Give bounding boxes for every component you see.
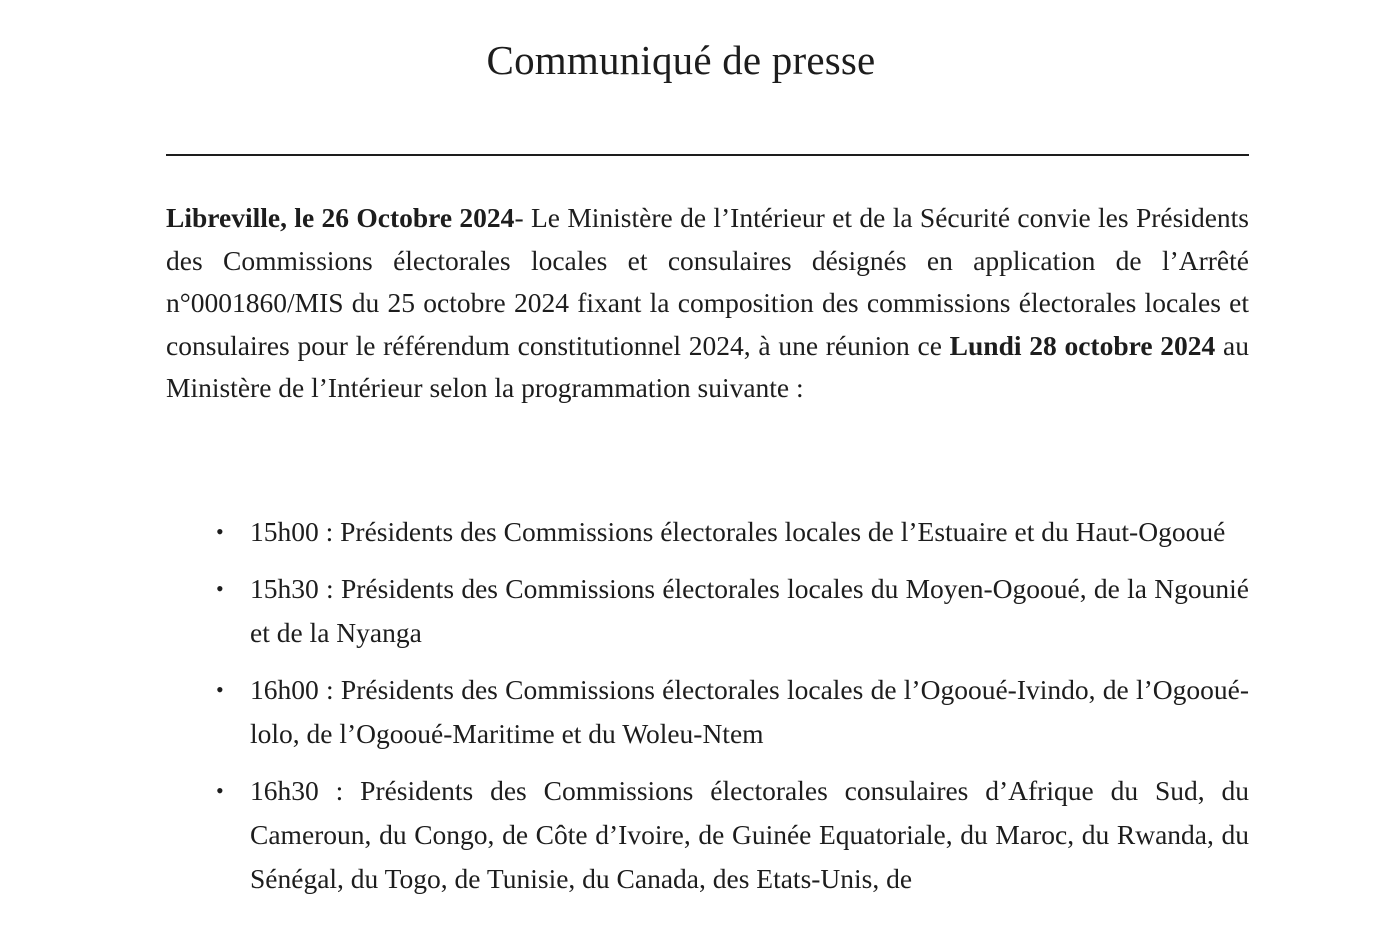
intro-text-1: - Le Ministère de l’Intérieur et de la Sécurité convie les Présidents des Commissions électorales locales et consulaires désignés en application de l’Arrêté n°0001860/MIS du 25 octobre 2024 fixant la composition des commissions électorales locales et consulaires pour le référendum constitutionnel 2024, à une réunion ce bbox=[166, 202, 1249, 361]
intro-paragraph bbox=[166, 197, 1249, 410]
schedule-item bbox=[166, 567, 1249, 655]
bullet-icon: • bbox=[216, 519, 224, 544]
schedule-item-text: 16h00 : Présidents des Commissions électorales locales de l’Ogooué-Ivindo, de l’Ogooué-lolo, de l’Ogooué-Maritime et du Woleu-Ntem bbox=[250, 674, 1249, 749]
schedule-item bbox=[166, 510, 1249, 554]
intro-text-2: au Ministère de l’Intérieur selon la programmation suivante : bbox=[166, 329, 1249, 404]
schedule-item bbox=[166, 769, 1249, 901]
dateline: Libreville, le 26 Octobre 2024 bbox=[166, 202, 515, 233]
schedule-item-text: 15h00 : Présidents des Commissions électorales locales de l’Estuaire et du Haut-Ogooué bbox=[250, 516, 1226, 547]
bullet-icon: • bbox=[216, 778, 224, 803]
title-divider bbox=[166, 154, 1249, 156]
schedule-list bbox=[166, 510, 1249, 914]
schedule-item-text: 15h30 : Présidents des Commissions électorales locales du Moyen-Ogooué, de la Ngounié et de la Nyanga bbox=[250, 573, 1249, 648]
bullet-icon: • bbox=[216, 576, 224, 601]
schedule-item-text: 16h30 : Présidents des Commissions électorales consulaires d’Afrique du Sud, du Cameroun, du Congo, de Côte d’Ivoire, de Guinée Equatoriale, du Maroc, du Rwanda, du Sénégal, du Togo, de Tunisie, du Canada, des Etats-Unis, de bbox=[250, 775, 1249, 894]
bullet-icon: • bbox=[216, 677, 224, 702]
schedule-item bbox=[166, 668, 1249, 756]
document-title: Communiqué de presse bbox=[486, 37, 876, 83]
meeting-date: Lundi 28 octobre 2024 bbox=[949, 329, 1216, 361]
